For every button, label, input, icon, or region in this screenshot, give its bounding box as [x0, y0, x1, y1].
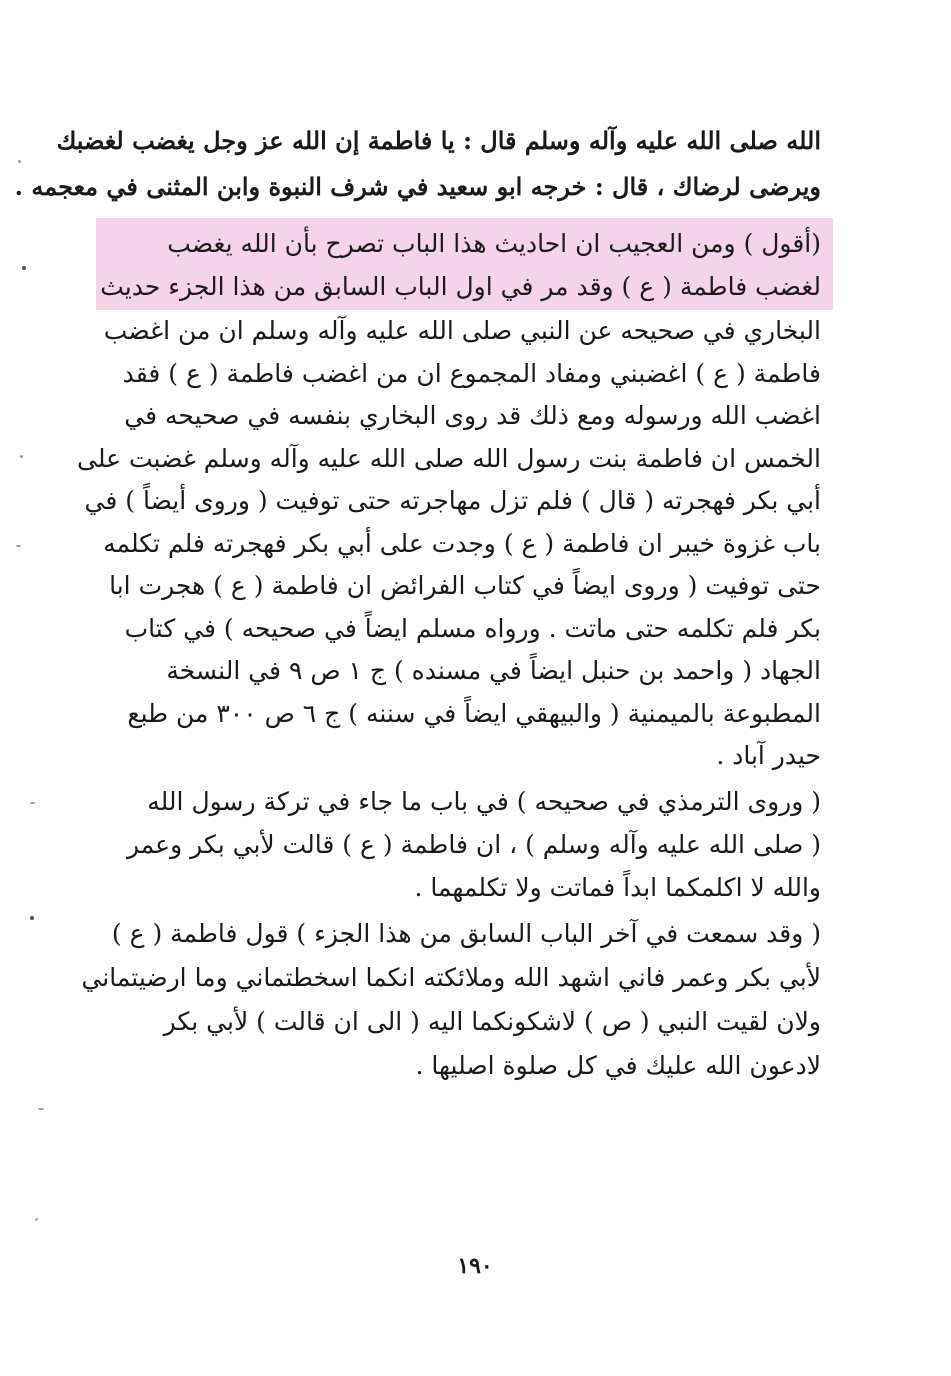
text-line: حتى توفيت ( وروى ايضاً في كتاب الفرائض ان فاطمة ( ع ) هجرت ابا	[109, 571, 821, 600]
scan-speck	[35, 1218, 38, 1221]
text-line: حيدر آباد .	[716, 741, 821, 770]
text-line: اغضب الله ورسوله ومع ذلك قد روى البخاري بنفسه في صحيحه في	[124, 401, 821, 430]
text-line: ( وروى الترمذي في صحيحه ) في باب ما جاء في تركة رسول الله	[147, 787, 821, 816]
scan-speck	[30, 916, 34, 920]
highlighted-paragraph	[96, 222, 821, 308]
text-line: الخمس ان فاطمة بنت رسول الله صلى الله عليه وآله وسلم غضبت على	[77, 443, 821, 473]
text-line: (أقول ) ومن العجيب ان احاديث هذا الباب تصرح بأن الله يغضب	[167, 229, 821, 258]
scan-speck	[38, 1108, 44, 1110]
text-line: ( وقد سمعت في آخر الباب السابق من هذا الجزء ) قول فاطمة ( ع )	[111, 919, 821, 948]
text-line: البخاري في صحيحه عن النبي صلى الله عليه وآله وسلم ان من اغضب	[103, 316, 821, 345]
text-line: باب غزوة خيبر ان فاطمة ( ع ) وجدت على أبي بكر فهجرته فلم تكلمه	[103, 528, 821, 558]
text-line: لادعون الله عليك في كل صلوة اصليها .	[415, 1051, 821, 1080]
body-paragraph	[77, 310, 821, 778]
hadith-paragraph	[14, 118, 821, 210]
scan-speck	[16, 545, 21, 547]
text-line: الله صلى الله عليه وآله وسلم قال : يا فاطمة إن الله عز وجل يغضب لغضبك	[56, 126, 821, 155]
text-line: المطبوعة بالميمنية ( والبيهقي ايضاً في سننه ) ج ٦ ص ٣٠٠ من طبع	[127, 698, 821, 728]
text-line: ( صلى الله عليه وآله وسلم ) ، ان فاطمة ( ع ) قالت لأبي بكر وعمر	[126, 830, 821, 859]
tirmidhi-paragraph	[96, 780, 821, 909]
page-number: ١٩٠	[457, 1253, 493, 1279]
text-line: ويرضى لرضاك ، قال : خرجه ابو سعيد في شرف النبوة وابن المثنى في معجمه .	[14, 172, 821, 201]
text-line: لأبي بكر وعمر فاني اشهد الله وملائكته انكما اسخطتماني وما ارضيتماني	[81, 963, 821, 992]
text-line: والله لا اكلمكما ابداً فماتت ولا تكلمهما .	[414, 873, 821, 902]
text-line: لغضب فاطمة ( ع ) وقد مر في اول الباب السابق من هذا الجزء حديث	[100, 272, 821, 301]
text-line: فاطمة ( ع ) اغضبني ومفاد المجموع ان من اغضب فاطمة ( ع ) فقد	[122, 358, 821, 388]
closing-paragraph	[81, 912, 821, 1088]
text-line: ولان لقيت النبي ( ص ) لاشكونكما اليه ( الى ان قالت ) لأبي بكر	[163, 1007, 821, 1036]
scan-speck	[30, 802, 35, 804]
text-line: بكر فلم تكلمه حتى ماتت . ورواه مسلم ايضاً في صحيحه ) في كتاب	[124, 613, 821, 643]
text-line: الجهاد ( واحمد بن حنبل ايضاً في مسنده ) ج ١ ص ٩ في النسخة	[166, 656, 821, 685]
scan-speck	[20, 455, 23, 458]
text-line: أبي بكر فهجرته ( قال ) فلم تزل مهاجرته حتى توفيت ( وروى أيضاً ) في	[84, 486, 821, 515]
scan-speck	[22, 266, 26, 270]
scan-speck	[18, 160, 21, 163]
